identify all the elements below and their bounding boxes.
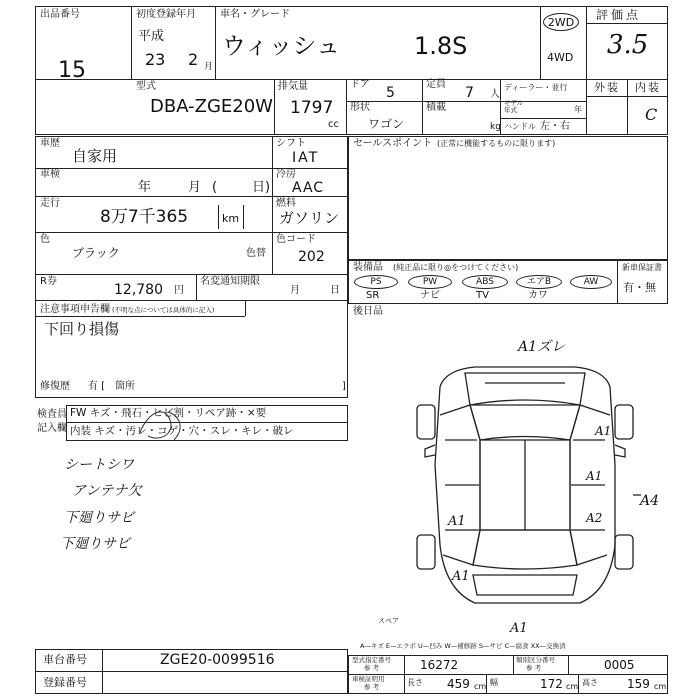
- chassis-label: 車台番号: [43, 653, 87, 666]
- equip-sr: SR: [366, 290, 380, 301]
- divider: [540, 6, 541, 79]
- warranty-label: 新車保証書: [622, 263, 662, 272]
- shift-value: IAT: [292, 150, 320, 166]
- capacity-unit: 人: [490, 89, 500, 100]
- exterior-label: 外装: [594, 81, 620, 94]
- registration-label: 初度登録年月: [136, 9, 196, 20]
- inspection-label: 車検: [40, 169, 60, 180]
- color-label: 色: [40, 234, 50, 245]
- handwritten-note-3: 下廻りサビ: [64, 510, 134, 526]
- mileage-label: 走行: [40, 198, 60, 209]
- handle-value: 左・右: [540, 121, 570, 132]
- divider: [35, 300, 348, 301]
- divider: [500, 79, 501, 135]
- aftermarket-label: 後日品: [353, 306, 383, 317]
- notes-label: 注意事項申告欄: [40, 304, 110, 315]
- notice-day: 日: [330, 285, 340, 296]
- divider: [35, 671, 348, 672]
- equip-ps: PS: [354, 275, 398, 289]
- damage-rear: A1: [510, 621, 528, 636]
- displacement-value: 1797: [290, 98, 334, 118]
- equip-airbag: エアB: [516, 275, 562, 289]
- equip-navi: ナビ: [420, 290, 440, 301]
- damage-right-door-1: A1: [586, 469, 603, 483]
- lot-number: 15: [58, 58, 86, 83]
- warranty-value: 有・無: [623, 281, 656, 294]
- divider: [500, 118, 586, 119]
- equip-tv: TV: [476, 290, 489, 301]
- inspection-month: 月: [188, 180, 202, 195]
- ac-value: AAC: [292, 180, 325, 196]
- divider: [35, 316, 245, 317]
- ac-label: 冷房: [276, 169, 296, 180]
- registration-month: 2: [188, 50, 199, 69]
- divider: [346, 79, 347, 135]
- divider: [272, 136, 273, 232]
- divider: [422, 79, 423, 135]
- interior-grade: C: [645, 105, 658, 124]
- equip-leather: カワ: [528, 290, 548, 301]
- capacity-label: 定員: [426, 79, 446, 90]
- height-label: 高さ: [582, 678, 598, 687]
- sales-box: [348, 136, 668, 260]
- handwritten-note-1: シートシワ: [64, 457, 134, 473]
- divider: [35, 168, 348, 169]
- handwritten-note-2: アンテナ欠: [72, 483, 142, 499]
- history-value: 自家用: [72, 147, 118, 165]
- sales-point-sublabel: (正常に機能するものに限ります): [437, 139, 556, 148]
- shape-value: ワゴン: [368, 117, 405, 131]
- fuel-label: 燃料: [276, 198, 296, 209]
- repair-label: 修復歴: [40, 381, 70, 392]
- divider: [215, 6, 216, 79]
- designation-label: 型式指定番号: [352, 656, 391, 664]
- capacity-value: 7: [465, 85, 474, 101]
- spare-label: スペア: [378, 617, 399, 625]
- certificate-label: 車検証明用: [352, 675, 385, 683]
- recycle-label: R券: [40, 276, 57, 287]
- inspector-label-2: 記入欄: [37, 423, 67, 434]
- damage-left-door: A1: [448, 514, 466, 529]
- height-unit: cm: [654, 682, 667, 691]
- fuel-value: ガソリン: [279, 209, 340, 227]
- repair-close: ]: [342, 381, 346, 392]
- car-name: ウィッシュ: [222, 32, 341, 60]
- width-label: 幅: [490, 678, 498, 687]
- inspector-row-1: FW キズ・飛石・ヒビ割・リペア跡・×要: [70, 407, 267, 419]
- doors-value: 5: [386, 85, 395, 101]
- mileage-unit: km: [222, 212, 240, 225]
- repair-value: 有 [: [88, 381, 106, 392]
- divider: [35, 232, 348, 233]
- divider: [35, 274, 348, 275]
- shape-label: 形状: [350, 102, 370, 113]
- divider: [196, 274, 197, 300]
- classification-sub: 参 考: [526, 664, 542, 672]
- classification-value: 0005: [604, 658, 635, 672]
- inspector-row-2: 内装 キズ・汚レ・コゲ・穴・スレ・キレ・破レ: [70, 425, 294, 437]
- shift-label: シフト: [276, 138, 306, 149]
- divider: [513, 655, 514, 674]
- divider: [66, 422, 348, 423]
- lot-label: 出品番号: [40, 9, 80, 20]
- model-label: 型式: [136, 81, 156, 92]
- width-unit: cm: [566, 682, 579, 691]
- registration-year: 23: [145, 50, 166, 69]
- divider: [627, 79, 628, 135]
- inspector-label-1: 検査員: [37, 409, 67, 420]
- divider: [274, 79, 275, 135]
- divider: [586, 6, 587, 135]
- equip-abs: ABS: [462, 275, 508, 289]
- damage-right-door-2: A2: [586, 511, 603, 525]
- car-grade: 1.8S: [414, 32, 468, 60]
- divider: [348, 674, 668, 675]
- notice-month: 月: [290, 285, 300, 296]
- inspection-paren: (: [212, 180, 218, 195]
- damage-left-rear: A1: [452, 569, 470, 584]
- chassis-value: ZGE20-0099516: [160, 652, 275, 668]
- car-label: 車名・グレード: [220, 9, 290, 20]
- divider: [404, 655, 405, 694]
- height-value: 159: [627, 677, 650, 691]
- divider: [131, 6, 132, 79]
- color-code-label: 色コード: [276, 234, 316, 245]
- load-unit: kg: [490, 122, 501, 132]
- notes-sublabel: (不明な点については具体的に記入): [112, 306, 215, 314]
- divider: [578, 674, 579, 694]
- sales-point-label: セールスポイント: [353, 138, 433, 149]
- model-value: DBA-ZGE20W: [150, 96, 273, 117]
- registration-no-label: 登録番号: [43, 676, 87, 689]
- notes-value: 下回り損傷: [44, 320, 120, 338]
- displacement-unit: cc: [328, 119, 339, 130]
- damage-right-side: A4: [640, 493, 660, 509]
- equip-aw: AW: [570, 275, 612, 289]
- divider: [346, 101, 586, 102]
- divider: [243, 205, 244, 229]
- length-unit: cm: [474, 682, 487, 691]
- damage-right-front: A1: [595, 424, 612, 438]
- divider: [218, 205, 219, 229]
- inspection-year: 年: [138, 180, 152, 195]
- score-value: 3.5: [607, 30, 649, 60]
- recycle-unit: 円: [174, 285, 184, 296]
- divider: [486, 674, 487, 694]
- equipment-label: 装備品: [353, 262, 383, 273]
- divider: [617, 260, 618, 304]
- details-box: [35, 136, 348, 398]
- designation-sub: 参 考: [364, 664, 380, 672]
- load-label: 積載: [426, 102, 446, 113]
- doors-label: ドア: [350, 79, 370, 90]
- interior-label: 内装: [635, 81, 661, 94]
- divider: [102, 649, 103, 694]
- dealer-label: ディーラー・並行: [504, 83, 568, 92]
- damage-legend: A—キズ E—エクボ U—凹み W—補修跡 S—サビ C—腐食 XX—交換済: [360, 642, 566, 650]
- color-value: ブラック: [72, 246, 120, 260]
- classification-label: 類別区分番号: [516, 656, 555, 664]
- certificate-sub: 参 考: [364, 683, 380, 691]
- scribble-mark: [130, 402, 190, 446]
- history-label: 車歴: [40, 138, 60, 149]
- drive-2wd: 2WD: [543, 13, 579, 31]
- divider: [35, 196, 348, 197]
- color-change-label: 色替: [246, 248, 266, 259]
- registration-month-unit: 月: [204, 62, 214, 72]
- handle-label: ハンドル: [504, 122, 536, 131]
- car-damage-diagram: [405, 345, 650, 635]
- width-value: 172: [540, 677, 563, 691]
- equipment-sublabel: (純正品に限り◎をつけてください): [393, 263, 519, 272]
- model-year-unit: 年: [574, 105, 582, 114]
- recycle-value: 12,780: [114, 282, 163, 298]
- length-value: 459: [447, 677, 470, 691]
- divider: [586, 23, 668, 24]
- notice-label: 名変通知期限: [200, 276, 260, 287]
- length-label: 長さ: [407, 678, 423, 687]
- color-code-value: 202: [298, 249, 325, 265]
- registration-era: 平成: [138, 29, 165, 44]
- drive-4wd: 4WD: [547, 51, 574, 64]
- mileage-value: 8万7千365: [100, 207, 189, 227]
- score-label: 評価点: [596, 8, 642, 22]
- designation-value: 16272: [420, 658, 459, 672]
- inspection-day: 日): [252, 180, 271, 195]
- displacement-label: 排気量: [278, 81, 308, 92]
- divider: [586, 96, 668, 97]
- model-year-label: モデル 年式: [504, 99, 524, 115]
- handwritten-note-4: 下廻りサビ: [60, 536, 130, 552]
- damage-front: A1ズレ: [518, 339, 566, 355]
- divider: [245, 300, 246, 316]
- equip-pw: PW: [408, 275, 452, 289]
- repair-unit: 箇所: [115, 381, 135, 392]
- divider: [272, 232, 273, 274]
- divider: [568, 655, 569, 674]
